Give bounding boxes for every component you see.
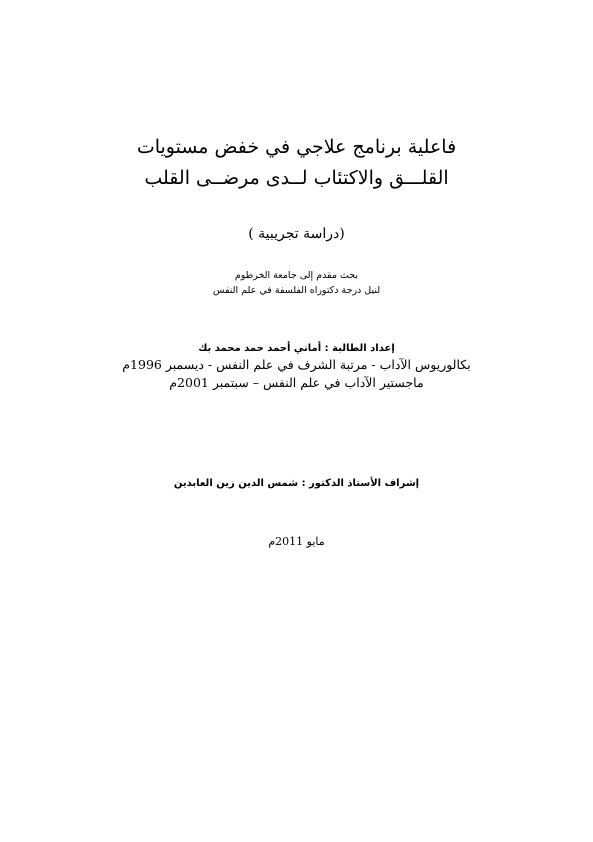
study-type: (دراسة تجريبية ) [248,226,345,242]
title-line-1: فاعلية برنامج علاجي في خفض مستويات [136,136,457,158]
submission-line-1: بحث مقدم إلى جامعة الخرطوم [234,270,359,281]
author-degree-2: ماجستير الآداب في علم النفس – سبتمبر 2001م [169,375,424,390]
author-line: إعداد الطالبة : أماني أحمد حمد محمد بك [198,343,395,354]
submission-date: مايو 2011م [268,535,325,548]
author-degree-1: بكالوريوس الآداب - مرتبة الشرف في علم النفس - ديسمبر 1996م [122,357,471,372]
submission-line-2: لنيل درجة دكتوراه الفلسفة في علم النفس [212,285,381,296]
title-line-2: القلـــق والاكتئاب لــدى مرضــى القلب [144,167,449,189]
supervisor-line: إشراف الأستاذ الدكتور : شمس الدين زين العابدين [173,478,420,489]
